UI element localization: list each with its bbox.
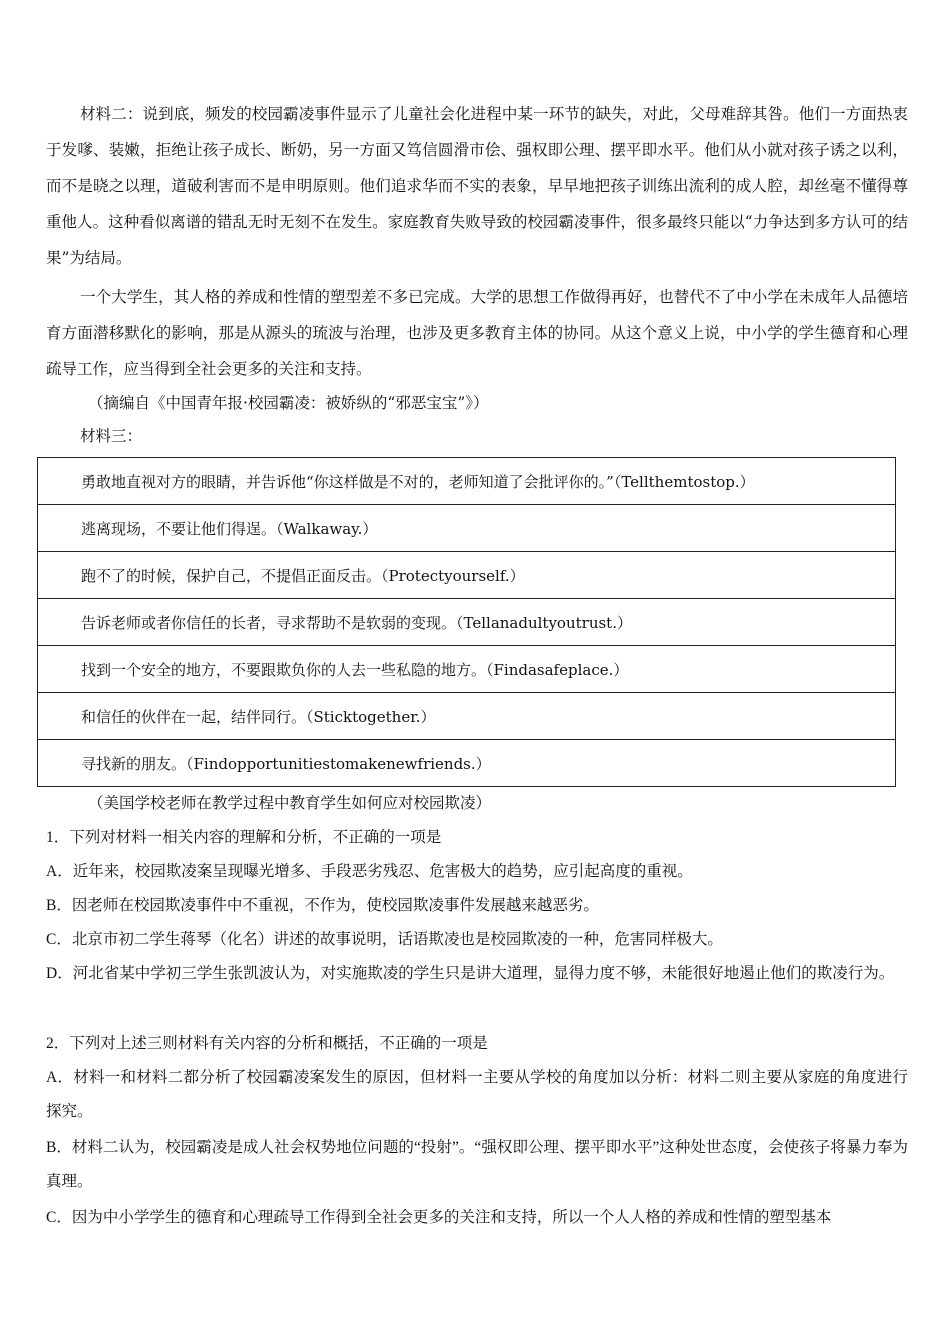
material3-source: （美国学校老师在教学过程中教育学生如何应对校园欺凌）: [88, 794, 492, 812]
material3-table: [37, 457, 896, 787]
question-2-option-a: A．材料一和材料二都分析了校园霸凌案发生的原因，但材料一主要从学校的角度加以分析：材料二则主要从家庭的角度进行探究。: [46, 1069, 908, 1120]
question-1-option-c: C．北京市初二学生蒋琴（化名）讲述的故事说明，话语欺凌也是校园欺凌的一种，危害同样极大。: [46, 931, 723, 948]
material3-label: 材料三：: [80, 427, 143, 445]
tip-cell: 告诉老师或者你信任的长者，寻求帮助不是软弱的变现。（Tellanadultyoutrust.）: [38, 599, 896, 646]
tip-cell: 寻找新的朋友。（Findopportunitiestomakenewfriends.）: [38, 740, 896, 787]
tip-cell: 和信任的伙伴在一起，结伴同行。（Sticktogether.）: [38, 693, 896, 740]
question-1-stem: 1．下列对材料一相关内容的理解和分析，不正确的一项是: [46, 829, 442, 846]
tip-cell: 找到一个安全的地方，不要跟欺负你的人去一些私隐的地方。（Findasafeplace.）: [38, 646, 896, 693]
question-2-option-b: B．材料二认为，校园霸凌是成人社会权势地位问题的“投射”。“强权即公理、摆平即水平”这种处世态度，会使孩子将暴力奉为真理。: [46, 1139, 908, 1190]
table-row: [38, 740, 896, 787]
question-1-option-d: D．河北省某中学初三学生张凯波认为，对实施欺凌的学生只是讲大道理，显得力度不够，未能很好地遏止他们的欺凌行为。: [46, 965, 895, 982]
table-row: [38, 693, 896, 740]
table-row: [38, 599, 896, 646]
table-row: [38, 505, 896, 552]
tip-cell: 逃离现场，不要让他们得逞。（Walkaway.）: [38, 505, 896, 552]
question-1-option-a: A．近年来，校园欺凌案呈现曝光增多、手段恶劣残忍、危害极大的趋势，应引起高度的重视。: [46, 863, 693, 880]
question-2-option-c: C．因为中小学学生的德育和心理疏导工作得到全社会更多的关注和支持，所以一个人人格的养成和性情的塑型基本: [46, 1209, 832, 1226]
material2-source: （摘编自《中国青年报·校园霸凌：被娇纵的“邪恶宝宝”》）: [88, 394, 489, 412]
material2-paragraph-1: 材料二：说到底，频发的校园霸凌事件显示了儿童社会化进程中某一环节的缺失，对此，父母难辞其咎。他们一方面热衷于发嗲、装嫩，拒绝让孩子成长、断奶，另一方面又笃信圆滑市侩、强权即公理、摆平即水平。他们从小就对孩子诱之以利，而不是晓之以理，道破利害而不是申明原则。他们追求华而不实的表象，早早地把孩子训练出流利的成人腔，却丝毫不懂得尊重他人。这种看似离谱的错乱无时无刻不在发生。家庭教育失败导致的校园霸凌事件，很多最终只能以“力争达到多方认可的结果”为结局。: [46, 105, 908, 267]
table-row: [38, 458, 896, 505]
table-row: [38, 646, 896, 693]
question-1-option-b: B．因老师在校园欺凌事件中不重视，不作为，使校园欺凌事件发展越来越恶劣。: [46, 897, 599, 914]
tip-cell: 勇敢地直视对方的眼睛，并告诉他“你这样做是不对的，老师知道了会批评你的。”（Tellthemtostop.）: [38, 458, 896, 505]
table-row: [38, 552, 896, 599]
tip-cell: 跑不了的时候，保护自己，不提倡正面反击。（Protectyourself.）: [38, 552, 896, 599]
question-2-stem: 2．下列对上述三则材料有关内容的分析和概括，不正确的一项是: [46, 1035, 488, 1052]
material2-paragraph-2: 一个大学生，其人格的养成和性情的塑型差不多已完成。大学的思想工作做得再好，也替代不了中小学在未成年人品德培育方面潜移默化的影响，那是从源头的琉波与治理，也涉及更多教育主体的协同。从这个意义上说，中小学的学生德育和心理疏导工作，应当得到全社会更多的关注和支持。: [46, 288, 908, 378]
